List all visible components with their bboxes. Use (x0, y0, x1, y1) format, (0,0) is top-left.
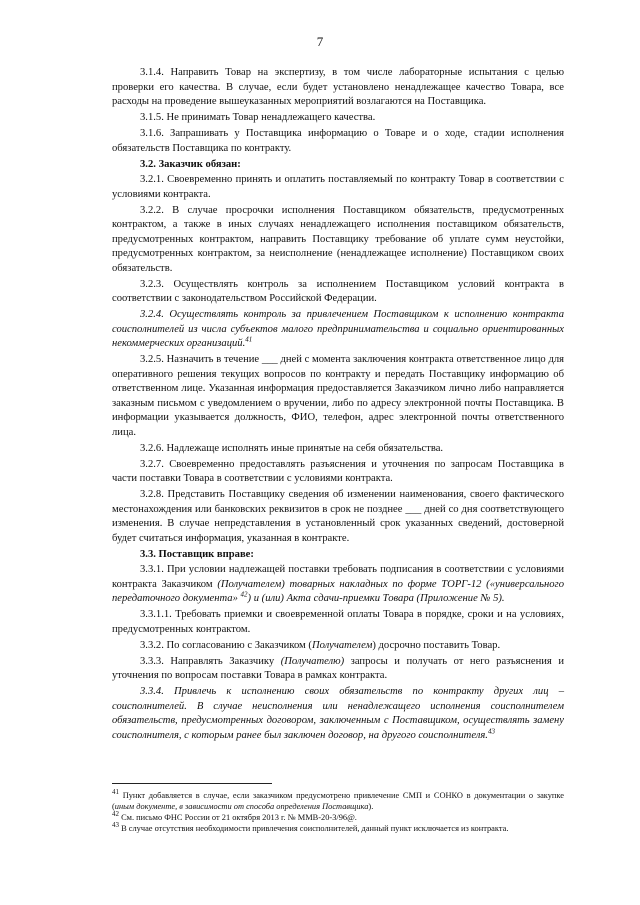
footnote-43-number: 43 (112, 821, 119, 830)
footnote-42 (112, 812, 564, 823)
clause-3-2-2: 3.2.2. В случае просрочки исполнения Поставщиком обязательств, предусмотренных контрактом, а также в иных случаях ненадлежащего исполнения поставщиком обязательств, предусмотренных контрактом, направить Поставщику требование об уплате сумм неустойки, предусмотренных контрактом, за неисполнение (ненадлежащее исполнение) Поставщиком своих обязательств. (112, 204, 564, 274)
section-heading-3-2: 3.2. Заказчик обязан: (140, 158, 241, 170)
footnote-41-text-a: Пункт добавляется в случае, если заказчиком предусмотрено привлечение СМП и СОНКО в документации о закупке ( (112, 791, 564, 811)
clause-3-3-2-text-b: Получателем (311, 639, 373, 651)
section-heading-3-3: 3.3. Поставщик вправе: (140, 548, 254, 560)
footnote-ref-42: 42 (240, 590, 248, 599)
clause-3-1-4: 3.1.4. Направить Товар на экспертизу, в том числе лабораторные испытания с целью проверки его качества. В случае, если будет установлено ненадлежащее качество Товара, все расходы на проведение вышеуказанных мероприятий возлагаются на Поставщика. (112, 67, 564, 107)
footnote-41-text-b: иным документе, в зависимости от способа определения Поставщика (114, 802, 369, 811)
clause-3-2-7: 3.2.7. Своевременно предоставлять разъяснения и уточнения по запросам Поставщика в части поставки Товара в соответствии с условиями контракта. (112, 458, 564, 484)
footnote-ref-41: 41 (245, 335, 253, 344)
clause-3-3-3-text-a: 3.3.3. Направлять Заказчику (140, 655, 281, 667)
footnotes (112, 790, 564, 834)
footnote-42-text: См. письмо ФНС России от 21 октября 2013 г. № ММВ-20-3/96@. (119, 813, 357, 822)
footnote-ref-43: 43 (487, 726, 495, 735)
footnote-42-number: 42 (112, 810, 119, 819)
clause-3-2-4 (112, 308, 564, 352)
footnote-43-text: В случае отсутствия необходимости привлечения соисполнителей, данный пункт исключается из контракта. (119, 824, 509, 833)
clause-3-3-3-text-c: запросы и получать от него разъяснения и уточнения по вопросам поставки Товара в рамках контракта. (112, 655, 564, 681)
clause-3-2-6: 3.2.6. Надлежаще исполнять иные принятые на себя обязательства. (140, 442, 444, 454)
clause-3-3-1 (112, 563, 564, 607)
clause-3-2-8: 3.2.8. Представить Поставщику сведения об изменении наименования, своего фактического местонахождения или банковских реквизитов в срок не позднее ___ дней со дня соответствующего изменения. В случае непредставления в установленный срок указанных сведений, достоверной будет считаться информация, указанная в контракте. (112, 489, 564, 544)
footnote-41 (112, 790, 564, 812)
clause-3-3-2-text-a: 3.3.2. По согласованию с Заказчиком ( (140, 639, 312, 651)
clause-3-2-4-text: 3.2.4. Осуществлять контроль за привлечением Поставщиком к исполнению контракта соисполнителей из числа субъектов малого предпринимательства и социально ориентированных некоммерческих организаций. (112, 309, 564, 349)
contract-text (112, 66, 564, 745)
clause-3-3-2 (112, 639, 564, 654)
clause-3-2-5: 3.2.5. Назначить в течение ___ дней с момента заключения контракта ответственное лицо для оперативного решения текущих вопросов по контракту и передать Поставщику информацию об ответственном лице. Указанная информация предоставляется Заказчиком лично либо направляется заказным письмом с уведомлением о вручении, либо по адресу электронной почты Поставщика. В информации указывается должность, ФИО, телефон, адрес электронной почты ответственного лица. (112, 354, 564, 438)
clause-3-3-4-text: 3.3.4. Привлечь к исполнению своих обязательств по контракту других лиц – соисполнителей. В случае неисполнения или ненадлежащего исполнения соисполнителем обязательств, предусмотренных договором, заключенным с Поставщиком, осуществлять замену соисполнителя, с которым ранее был заключен договор, на другого соисполнителя. (112, 686, 564, 741)
clause-3-3-1-text-c: ) и (или) Акта сдачи-приемки Товара (Приложение № 5). (247, 593, 505, 604)
clause-3-3-4 (112, 685, 564, 743)
clause-3-3-3-text-b: (Получателю) (280, 655, 345, 667)
clause-3-3-1-text-b: (Получателем) товарных накладных по форме ТОРГ-12 («универсального передаточного документа» (112, 578, 564, 604)
clause-3-3-3 (112, 655, 564, 684)
footnote-43 (112, 823, 564, 834)
clause-3-3-1-1: 3.3.1.1. Требовать приемки и своевременной оплаты Товара в порядке, сроки и на условиях, предусмотренных контрактом. (112, 609, 564, 635)
footnote-41-text-c: ). (368, 802, 374, 811)
footnote-divider (112, 783, 272, 784)
clause-3-2-1: 3.2.1. Своевременно принять и оплатить поставляемый по контракту Товар в соответствии с условиями контракта. (112, 174, 564, 200)
page-number: 7 (316, 34, 324, 49)
clause-3-3-2-text-c: ) досрочно поставить Товар. (372, 639, 501, 651)
clause-3-3-1-text-a: 3.3.1. При условии надлежащей поставки требовать подписания в соответствии с условиями контракта Заказчиком (112, 564, 564, 590)
footnote-41-number: 41 (112, 788, 119, 797)
clause-3-1-5: 3.1.5. Не принимать Товар ненадлежащего качества. (140, 112, 376, 123)
clause-3-1-6: 3.1.6. Запрашивать у Поставщика информацию о Товаре и о ходе, стадии исполнения обязательств Поставщика по контракту. (112, 128, 564, 154)
clause-3-2-3: 3.2.3. Осуществлять контроль за исполнением Поставщиком условий контракта в соответствии с законодательством Российской Федерации. (112, 278, 564, 304)
